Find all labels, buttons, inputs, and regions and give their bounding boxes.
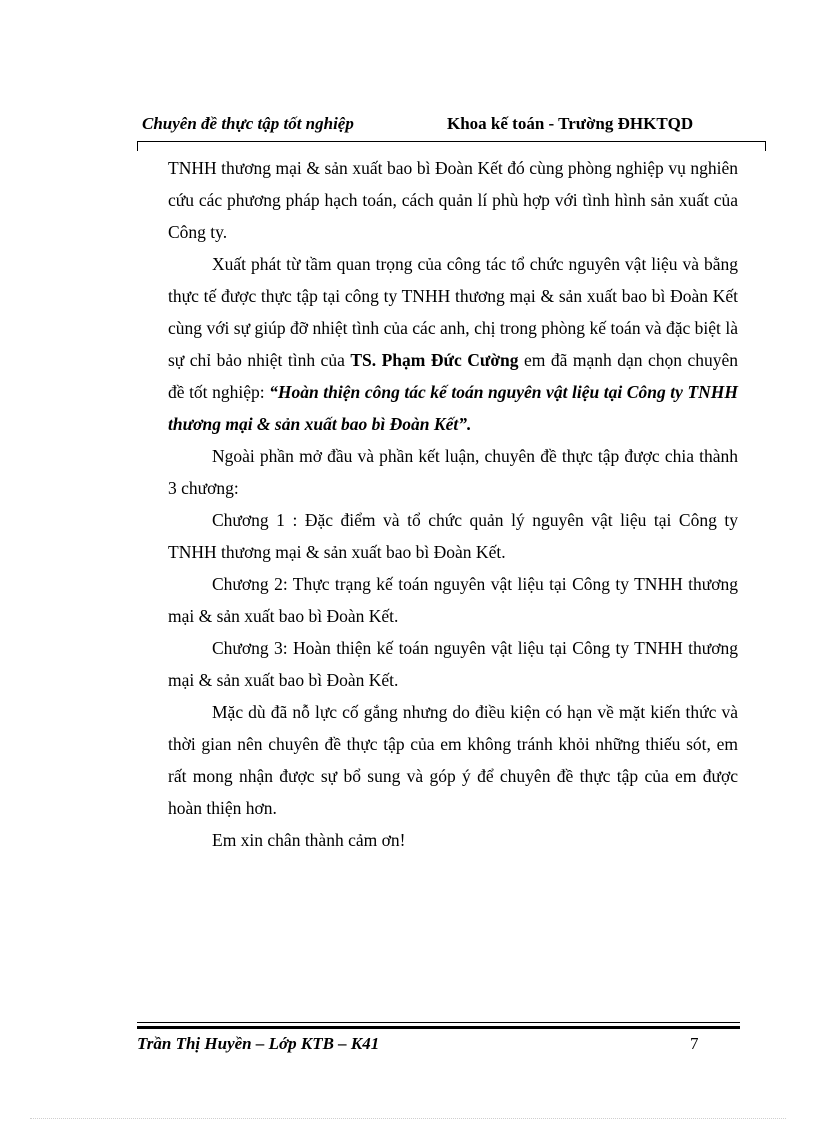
- header-rule: [137, 141, 765, 142]
- header-title: Chuyên đề thực tập tốt nghiệp: [142, 114, 354, 133]
- paragraph-motivation-text-2: em đã mạnh dạn chọn chuyên đề tốt nghiệp:: [168, 350, 738, 402]
- paragraph-continuation: TNHH thương mại & sản xuất bao bì Đoàn Kết đó cùng phòng nghiệp vụ nghiên cứu các phương pháp hạch toán, cách quản lí phù hợp với tình hình sản xuất của Công ty.: [168, 158, 738, 242]
- paragraph-motivation: [168, 248, 738, 440]
- paragraph-motivation-text: Xuất phát từ tầm quan trọng của công tác tổ chức nguyên vật liệu và bằng thực tế được thực tập tại công ty TNHH thương mại & sản xuất bao bì Đoàn Kết cùng với sự giúp đỡ nhiệt tình của các anh, chị trong phòng kế toán và đặc biệt là sự chỉ bảo nhiệt tình của: [168, 254, 738, 370]
- header-faculty: Khoa kế toán - Trường ĐHKTQD: [447, 114, 694, 133]
- footer-author: Trần Thị Huyền – Lớp KTB – K41: [137, 1034, 380, 1053]
- chapter-1: Chương 1 : Đặc điểm và tổ chức quản lý nguyên vật liệu tại Công ty TNHH thương mại & sản xuất bao bì Đoàn Kết.: [168, 510, 738, 562]
- footer-rule-thin: [137, 1022, 740, 1023]
- chapter-3: Chương 3: Hoàn thiện kế toán nguyên vật liệu tại Công ty TNHH thương mại & sản xuất bao bì Đoàn Kết.: [168, 638, 738, 690]
- header-rule-right-tick: [765, 141, 766, 151]
- page-bottom-dotted-line: [30, 1118, 786, 1119]
- thesis-title: “Hoàn thiện công tác kế toán nguyên vật liệu tại Công ty TNHH thương mại & sản xuất bao bì Đoàn Kết”.: [168, 382, 738, 434]
- footer-rule-thick: [137, 1026, 740, 1029]
- page-number: 7: [690, 1034, 699, 1053]
- header-rule-left-tick: [137, 141, 138, 151]
- paragraph-apology: Mặc dù đã nỗ lực cố gắng nhưng do điều kiện có hạn về mặt kiến thức và thời gian nên chuyên đề thực tập của em không tránh khỏi những thiếu sót, em rất mong nhận được sự bổ sung và góp ý để chuyên đề thực tập của em được hoàn thiện hơn.: [168, 702, 738, 818]
- paragraph-thanks: Em xin chân thành cảm ơn!: [212, 830, 406, 850]
- chapter-2: Chương 2: Thực trạng kế toán nguyên vật liệu tại Công ty TNHH thương mại & sản xuất bao bì Đoàn Kết.: [168, 574, 738, 626]
- advisor-name: TS. Phạm Đức Cường: [350, 350, 519, 370]
- body-text: [168, 152, 738, 856]
- paragraph-structure: Ngoài phần mở đầu và phần kết luận, chuyên đề thực tập được chia thành 3 chương:: [168, 446, 738, 498]
